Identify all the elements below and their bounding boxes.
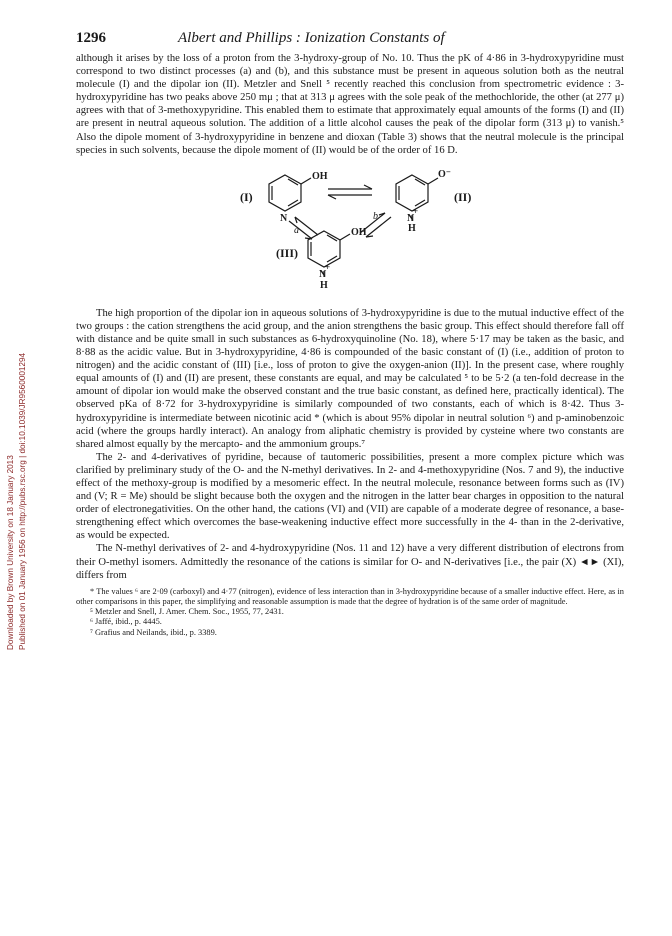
oh-bond-III [340, 234, 350, 240]
process-b-label: b [373, 210, 378, 222]
oh-group-I: OH [312, 170, 328, 182]
reference-6: ⁶ Jaffé, ibid., p. 4445. [90, 617, 162, 627]
plus-III: + [325, 261, 331, 272]
downloaded-notice: Downloaded by Brown University on 18 January 2013 [6, 455, 15, 650]
paragraph-2: The high proportion of the dipolar ion in aqueous solutions of 3-hydroxypyridine is due to the mutual inductive effect of the two groups : the cation strengthens the acid group, and the anion strengthens the basic group. This effect should therefore fall off with distance and be quite small in such substances as 6-hydroxyquinoline (No. 18), where 5·17 may be taken as the basic, and 8·88 as the acidic value. But in 3-hydroxypyridine, 4·86 is compounded of the basic constant of (I) (i.e., addition of proton to nitrogen) and the acidic constant of (III) [i.e., loss of proton to give the oxygen-anion (II)]. In the present case, where roughly equal amounts of (I) and (II) are present, these constants are equal, and may be calculated ⁵ to be 5·2 (a ten-fold decrease in the amount of dipolar ion would make the observed constant and the true basic constant, as defined here, practically identical). The observed pKa of 8·72 for 3-hydroxypyridine is similarly compounded of two constants, each of which is 8·42. Thus 3-hydroxypyridine is intermediate between nicotinic acid * (which is about 95% dipolar in neutral solution ⁶) and p-aminobenzoic acid (where the groups hardly interact). An analogy from aliphatic chemistry is provided by cysteine where two constants are shared almost equally by the mercapto- and the ammonium groups.⁷ [76, 307, 624, 450]
process-a-label: a [294, 224, 299, 236]
oxide-group-II: O⁻ [438, 168, 452, 180]
footnotes [76, 587, 624, 638]
paragraph-1: although it arises by the loss of a proton from the 3-hydroxy-group of No. 10. Thus the pK of 4·86 in 3-hydroxypyridine must correspond to two distinct processes (a) and (b), and this substance must be present in aqueous solution both as the neutral molecule (I) and the dipolar ion (II). Metzler and Snell ⁵ recently reached this conclusion from spectrometric evidence : 3-hydroxypyridine has two peaks above 250 mμ ; that at 313 μ agrees with the sole peak of the methochloride, the other (at 277 μ) agrees with that of 3-methoxypyridine. This enabled them to estimate that approximately equal amounts of the forms (I) and (II) are present in neutral aqueous solution. The addition of a little alcohol causes the peak of the dipolar form (313 μ) to vanish.⁵ Also the dipole moment of 3-hydroxypyridine in benzene and dioxan (Table 3) shows that the neutral molecule is the principal species in such solvents, because the dipole moment of (II) would be of the order of 16 D. [76, 53, 624, 156]
nitrogen-I: N [280, 212, 288, 224]
label-III: (III) [276, 245, 299, 260]
running-header [76, 30, 624, 52]
nitrogen-II: N [407, 212, 415, 224]
published-notice: Published on 01 January 1956 on http://pubs.rsc.org | doi:10.1039/JR9560001294 [18, 352, 27, 650]
paragraph-4: The N-methyl derivatives of 2- and 4-hydroxypyridine (Nos. 11 and 12) have a very different distribution of electrons from their O-methyl isomers. Admittedly the resonance of the cations is similar for O- and N-derivatives [i.e., the pair (X) ◄► (XI), differs from [76, 543, 624, 581]
arrow-a-forward [289, 221, 312, 239]
oh-bond-I [301, 178, 311, 184]
download-watermark [2, 210, 30, 650]
ring-III [308, 231, 340, 267]
oh-group-III: OH [351, 226, 367, 238]
plus-II: + [413, 205, 419, 216]
reference-7: ⁷ Grafius and Neilands, ibid., p. 3389. [90, 627, 217, 637]
hydrogen-II: H [408, 222, 416, 234]
footnote-star: * The values ⁶ are 2·09 (carboxyl) and 4·77 (nitrogen), evidence of less interaction than in 3-hydroxypyridine because of a smaller inductive effect. Here, as in other comparisons in this paper, the simplifying and reasonable assumption is made that the degree of hydration is of the same order of magnitude. [76, 586, 624, 606]
reference-5: ⁵ Metzler and Snell, J. Amer. Chem. Soc., 1955, 77, 2431. [90, 607, 284, 617]
running-title: Albert and Phillips : Ionization Constants of [178, 30, 445, 46]
o-bond-II [428, 178, 438, 184]
tautomer-scheme [76, 161, 624, 301]
label-I: (I) [240, 189, 253, 204]
ring-II [396, 175, 428, 211]
label-II: (II) [454, 189, 472, 204]
hydrogen-III: H [320, 279, 328, 291]
scheme-svg [76, 161, 624, 301]
paragraph-3: The 2- and 4-derivatives of pyridine, because of tautomeric possibilities, present a more complex picture which was clarified by preliminary study of the O- and the N-methyl derivatives. In 2- and 4-methoxypyridine (Nos. 7 and 9), the inductive effect of the methoxy-group is modified by a mesomeric effect. In the neutral molecule, resonance between forms such as (IV) and (V; R = Me) should be slight because both the oxygen and the nitrogen in the latter bear charges in opposition to the natural order of electronegativities. On the other hand, the cations (VI) and (VII) are capable of a moderate degree of resonance, a base-strengthening effect which overcomes the base-weakening inductive effect more successfully in the 4- than in the 2-derivative, as would be expected. [76, 451, 624, 542]
arrow-b-forward [366, 217, 391, 237]
page-number: 1296 [76, 30, 106, 46]
journal-page [76, 30, 624, 638]
ring-I [269, 175, 301, 211]
nitrogen-III: N [319, 268, 327, 280]
